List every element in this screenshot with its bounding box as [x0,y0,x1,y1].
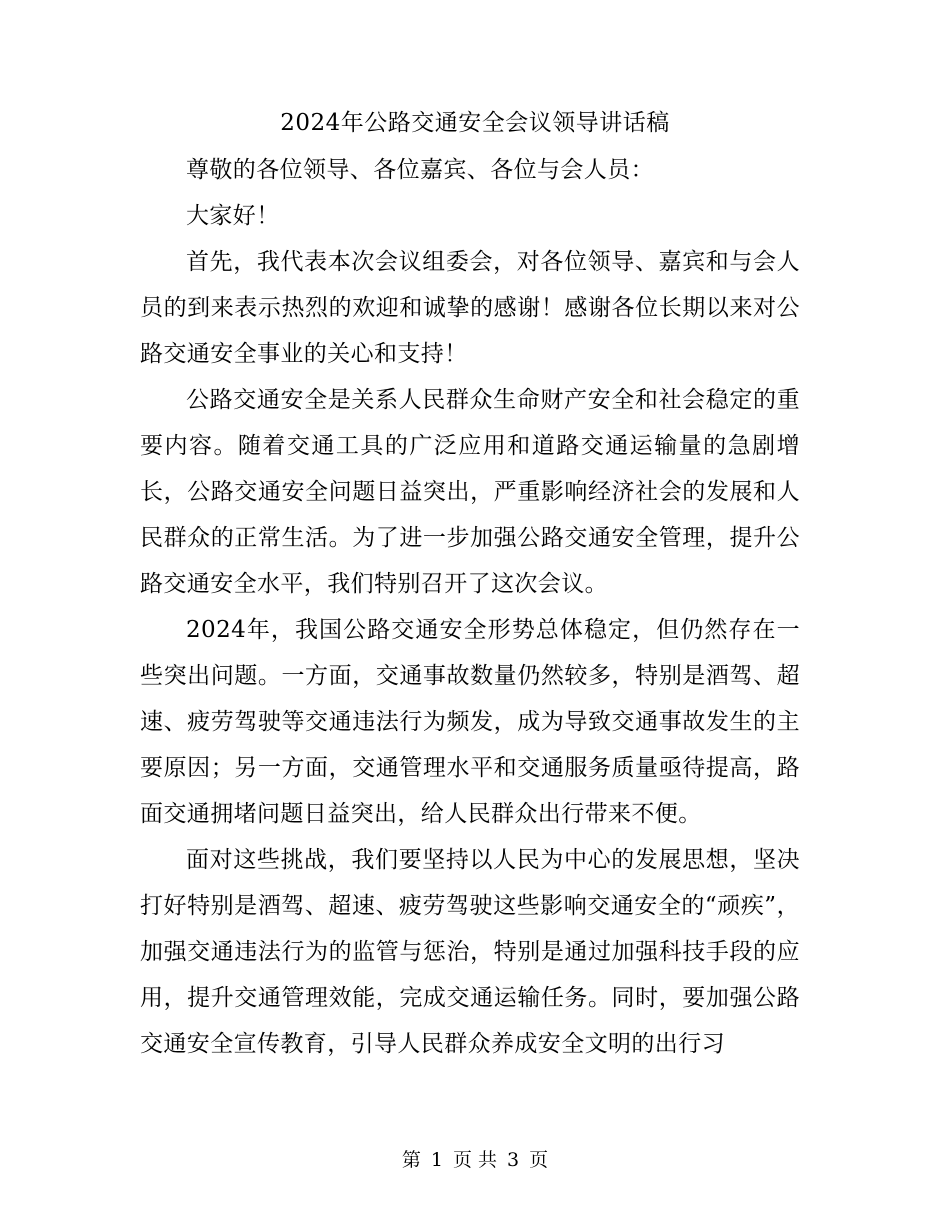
page-total-number: 3 [507,1149,520,1171]
page-label-prefix: 第 [401,1149,421,1171]
page-label-mid: 页 共 [452,1149,498,1171]
paragraph-welcome: 首先，我代表本次会议组委会，对各位领导、嘉宾和与会人员的到来表示热烈的欢迎和诚挚的感谢！感谢各位长期以来对公路交通安全事业的关心和支持！ [140,249,800,367]
page-footer [0,1146,950,1174]
salutation: 尊敬的各位领导、各位嘉宾、各位与会人员： [186,157,654,183]
page-current-number: 1 [430,1149,443,1171]
paragraph-situation: 2024年，我国公路交通安全形势总体稳定，但仍然存在一些突出问题。一方面，交通事故数量仍然较多，特别是酒驾、超速、疲劳驾驶等交通违法行为频发，成为导致交通事故发生的主要原因；另一方面，交通管理水平和交通服务质量亟待提高，路面交通拥堵问题日益突出，给人民群众出行带来不便。 [140,617,800,827]
document-body [140,147,800,1067]
page-label-suffix: 页 [529,1149,549,1171]
paragraph-importance: 公路交通安全是关系人民群众生命财产安全和社会稳定的重要内容。随着交通工具的广泛应用和道路交通运输量的急剧增长，公路交通安全问题日益突出，严重影响经济社会的发展和人民群众的正常生活。为了进一步加强公路交通安全管理，提升公路交通安全水平，我们特别召开了这次会议。 [140,387,800,597]
paragraph-challenges: 面对这些挑战，我们要坚持以人民为中心的发展思想，坚决打好特别是酒驾、超速、疲劳驾驶这些影响交通安全的“顽疾”，加强交通违法行为的监管与惩治，特别是通过加强科技手段的应用，提升交通管理效能，完成交通运输任务。同时，要加强公路交通安全宣传教育，引导人民群众养成安全文明的出行习 [140,847,800,1057]
greeting: 大家好！ [186,203,280,229]
document-title: 2024年公路交通安全会议领导讲话稿 [280,110,670,136]
